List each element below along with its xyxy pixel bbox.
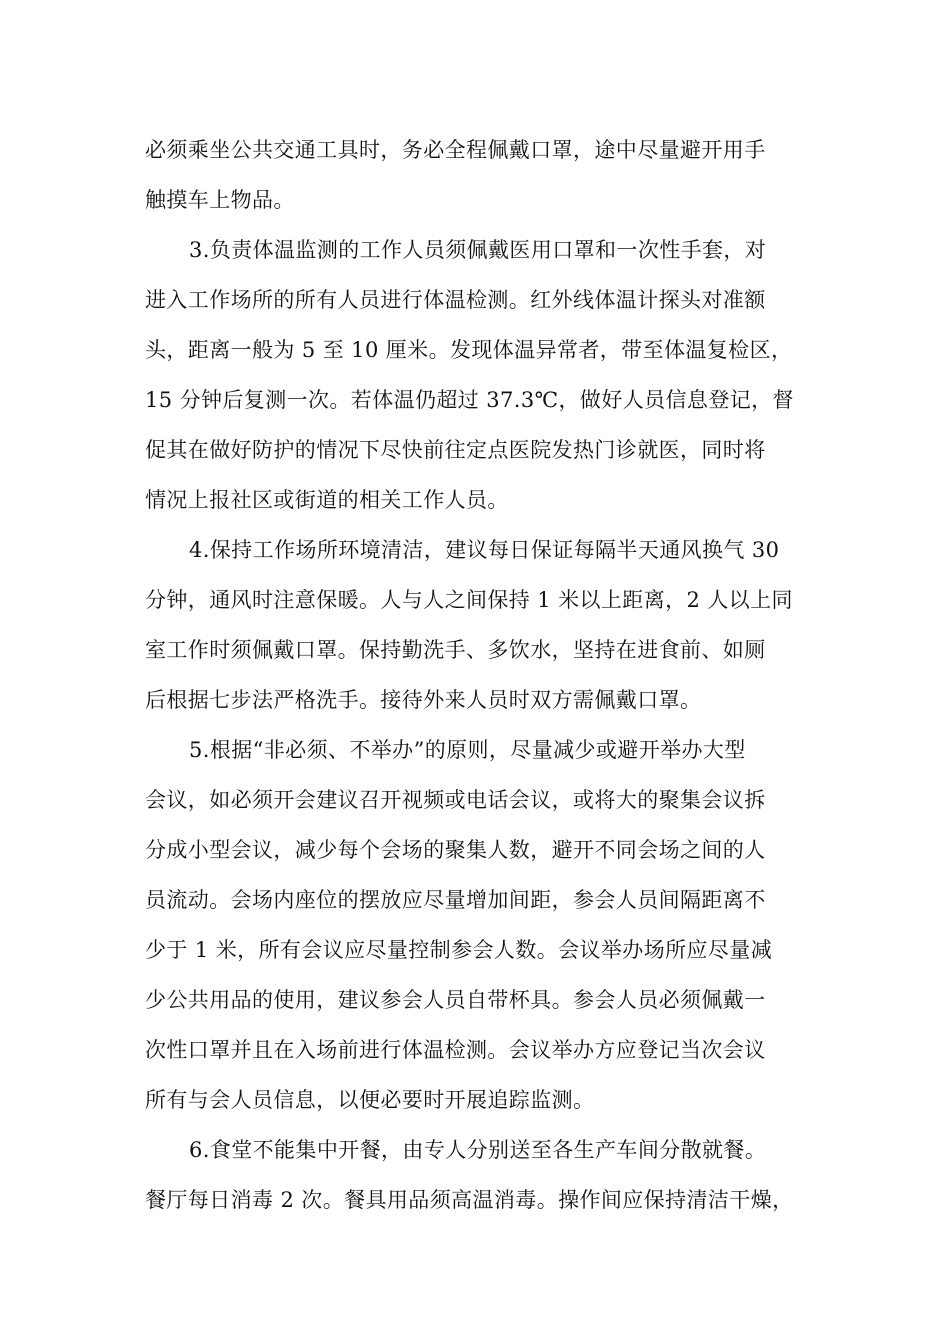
document-body bbox=[145, 125, 811, 1225]
text-line: 进入工作场所的所有人员进行体温检测。红外线体温计探头对准额 bbox=[145, 288, 766, 312]
paragraph-4-start: 4.保持工作场所环境清洁，建议每日保证每隔半天通风换气 30 bbox=[189, 538, 780, 562]
text-line: 分成小型会议，减少每个会场的聚集人数，避开不同会场之间的人 bbox=[145, 838, 766, 862]
text-line: 头，距离一般为 5 至 10 厘米。发现体温异常者，带至体温复检区， bbox=[145, 338, 793, 362]
text-line: 会议，如必须开会建议召开视频或电话会议，或将大的聚集会议拆 bbox=[145, 788, 766, 812]
text-line: 餐厅每日消毒 2 次。餐具用品须高温消毒。操作间应保持清洁干燥， bbox=[145, 1188, 794, 1212]
paragraph-3-start: 3.负责体温监测的工作人员须佩戴医用口罩和一次性手套，对 bbox=[189, 238, 767, 262]
text-line: 少于 1 米，所有会议应尽量控制参会人数。会议举办场所应尽量减 bbox=[145, 938, 773, 962]
text-line: 后根据七步法严格洗手。接待外来人员时双方需佩戴口罩。 bbox=[145, 688, 702, 712]
text-line: 促其在做好防护的情况下尽快前往定点医院发热门诊就医，同时将 bbox=[145, 438, 766, 462]
paragraph-6-start: 6.食堂不能集中开餐，由专人分别送至各生产车间分散就餐。 bbox=[189, 1138, 767, 1162]
text-line: 触摸车上物品。 bbox=[145, 188, 295, 212]
text-line: 15 分钟后复测一次。若体温仍超过 37.3℃，做好人员信息登记，督 bbox=[145, 388, 794, 412]
paragraph-5-start: 5.根据“非必须、不举办”的原则，尽量减少或避开举办大型 bbox=[189, 738, 746, 762]
text-line: 所有与会人员信息，以便必要时开展追踪监测。 bbox=[145, 1088, 595, 1112]
text-line: 少公共用品的使用，建议参会人员自带杯具。参会人员必须佩戴一 bbox=[145, 988, 766, 1012]
text-line: 情况上报社区或街道的相关工作人员。 bbox=[145, 488, 509, 512]
text-line: 次性口罩并且在入场前进行体温检测。会议举办方应登记当次会议 bbox=[145, 1038, 766, 1062]
text-line: 室工作时须佩戴口罩。保持勤洗手、多饮水，坚持在进食前、如厕 bbox=[145, 638, 766, 662]
text-line: 必须乘坐公共交通工具时，务必全程佩戴口罩，途中尽量避开用手 bbox=[145, 138, 766, 162]
text-line: 员流动。会场内座位的摆放应尽量增加间距，参会人员间隔距离不 bbox=[145, 888, 766, 912]
text-line: 分钟，通风时注意保暖。人与人之间保持 1 米以上距离，2 人以上同 bbox=[145, 588, 793, 612]
